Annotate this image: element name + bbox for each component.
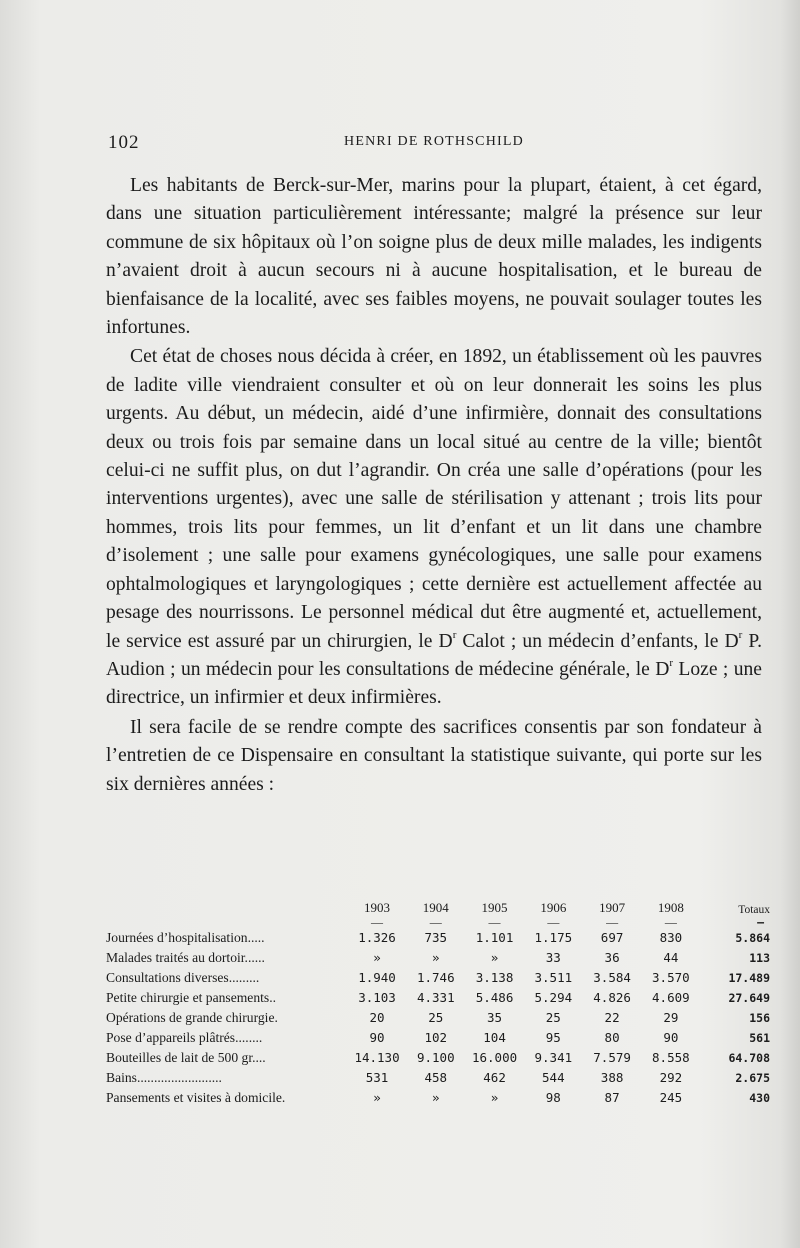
paragraph-2-part-4: Loze ; une directrice, un infirmier et deux infirmières. xyxy=(106,658,763,709)
year-header: 1908 xyxy=(657,900,684,915)
table-row xyxy=(106,1088,770,1108)
value-cell: 44 xyxy=(663,950,679,965)
total-cell: 5.864 xyxy=(735,931,770,945)
value-cell: 830 xyxy=(659,930,683,945)
value-cell: » xyxy=(432,950,440,965)
value-cell: 36 xyxy=(604,950,620,965)
value-cell: 7.579 xyxy=(593,1050,631,1065)
dash: — xyxy=(547,915,560,929)
running-title: HENRI DE ROTHSCHILD xyxy=(344,134,524,149)
table-body xyxy=(106,928,770,1108)
paragraph-2-part-1: Cet état de choses nous décida à créer, en 1892, un établissement où les pauvres de ladite ville viendraient consulter et où on leur donnerait les soins les plus urgents. Au début, un médecin, aidé d’une infirmière, donnait des consultations deux ou trois fois par semaine dans un local situé au centre de la ville; bientôt celui-ci ne suffit plus, on dut l’agrandir. On créa une salle d’opérations (pour les interventions urgentes), avec une salle de stérilisation y attenant ; trois lits pour hommes, trois lits pour femmes, un lit d’enfant et un lit dans une chambre d’isolement ; une salle pour examens gynécologiques, une salle pour examens ophtalmologiques et laryngologiques ; cette dernière est actuellement affectée au pesage des nourrissons. Le personnel médical dut être augmenté et, actuellement, le service est assuré par un chirurgien, le D xyxy=(106,346,762,652)
dash: — xyxy=(429,915,442,929)
value-cell: 3.511 xyxy=(534,970,573,985)
value-cell: 245 xyxy=(659,1090,683,1105)
table-row xyxy=(106,1028,770,1048)
total-header: Totaux xyxy=(738,904,770,916)
value-cell: 4.826 xyxy=(593,990,631,1005)
value-cell: 9.341 xyxy=(534,1050,573,1065)
row-label: Opérations de grande chirurgie. xyxy=(106,1010,278,1025)
value-cell: 102 xyxy=(424,1030,448,1045)
value-cell: 4.331 xyxy=(416,990,455,1005)
value-cell: 697 xyxy=(600,930,624,945)
value-cell: 87 xyxy=(604,1090,620,1105)
value-cell: 25 xyxy=(428,1010,444,1025)
value-cell: 33 xyxy=(545,950,561,965)
value-cell: 98 xyxy=(545,1090,561,1105)
superscript: r xyxy=(669,656,674,669)
table-row xyxy=(106,988,770,1008)
row-label: Pose d’appareils plâtrés........ xyxy=(106,1030,263,1045)
superscript: r xyxy=(452,628,457,641)
value-cell: 8.558 xyxy=(652,1050,690,1065)
value-cell: 5.294 xyxy=(534,990,573,1005)
value-cell: 1.175 xyxy=(534,930,573,945)
value-cell: 25 xyxy=(545,1010,561,1025)
paragraph-3: Il sera facile de se rendre compte des sacrifices consentis par son fondateur à l’entretien de ce Dispensaire en consultant la statistique suivante, qui porte sur les six dernières années : xyxy=(106,716,762,795)
statistics-table xyxy=(106,898,770,1108)
value-cell: » xyxy=(490,950,499,965)
value-cell: 3.138 xyxy=(475,970,514,985)
page-number: 102 xyxy=(108,132,140,153)
value-cell: 1.101 xyxy=(475,930,514,945)
row-label: Journées d’hospitalisation..... xyxy=(106,930,265,945)
value-cell: 4.609 xyxy=(652,990,690,1005)
value-cell: 1.746 xyxy=(416,970,455,985)
value-cell: » xyxy=(490,1090,499,1105)
value-cell: 14.130 xyxy=(354,1050,400,1065)
row-label: Malades traités au dortoir...... xyxy=(106,950,265,965)
value-cell: 29 xyxy=(663,1010,679,1025)
body-text xyxy=(106,172,762,799)
value-cell: 1.940 xyxy=(358,970,396,985)
value-cell: 16.000 xyxy=(471,1050,518,1065)
year-header: 1906 xyxy=(540,900,567,915)
row-label: Bouteilles de lait de 500 gr.... xyxy=(106,1050,266,1065)
value-cell: 80 xyxy=(604,1030,620,1045)
value-cell: 3.584 xyxy=(593,970,631,985)
table-row xyxy=(106,968,770,988)
table-row xyxy=(106,928,770,948)
dash: — xyxy=(606,915,619,929)
total-cell: 27.649 xyxy=(728,991,770,1005)
value-cell: 20 xyxy=(369,1010,385,1025)
value-cell: 90 xyxy=(663,1030,679,1045)
year-header: 1905 xyxy=(481,900,508,915)
superscript: r xyxy=(738,628,743,641)
dash-empty xyxy=(106,916,348,928)
table-row xyxy=(106,1008,770,1028)
total-cell: 17.489 xyxy=(728,971,770,985)
value-cell: 95 xyxy=(545,1030,561,1045)
row-label: Petite chirurgie et pansements.. xyxy=(106,990,277,1005)
value-cell: 458 xyxy=(424,1070,448,1085)
total-cell: 156 xyxy=(749,1011,770,1025)
dash: — xyxy=(757,915,764,929)
table-header-row xyxy=(106,898,770,916)
value-cell: 3.103 xyxy=(358,990,396,1005)
total-cell: 430 xyxy=(749,1091,770,1105)
value-cell: 1.326 xyxy=(358,930,396,945)
header-label-cell xyxy=(106,898,348,916)
paragraph-1: Les habitants de Berck-sur-Mer, marins pour la plupart, étaient, à cet égard, dans une situation particulièrement intéressante; malgré la présence sur leur commune de six hôpitaux où l’on soigne plus de deux mille malades, les indigents n’avaient droit à aucun secours ni à aucune hospitalisation, et le bureau de bienfaisance de la localité, avec ses faibles moyens, ne pouvait soulager toutes les infortunes. xyxy=(106,175,762,339)
value-cell: » xyxy=(373,950,381,965)
year-header: 1907 xyxy=(599,900,626,915)
total-cell: 2.675 xyxy=(735,1071,770,1085)
value-cell: 104 xyxy=(483,1030,506,1045)
value-cell: 388 xyxy=(600,1070,624,1085)
row-label: Pansements et visites à domicile. xyxy=(106,1090,286,1105)
value-cell: » xyxy=(432,1090,440,1105)
value-cell: 531 xyxy=(365,1070,389,1085)
value-cell: 544 xyxy=(542,1070,565,1085)
total-cell: 113 xyxy=(749,951,770,965)
dash-row xyxy=(106,916,770,928)
total-cell: 64.708 xyxy=(728,1051,770,1065)
year-header: 1903 xyxy=(364,900,391,915)
value-cell: 22 xyxy=(604,1010,620,1025)
table-row xyxy=(106,1048,770,1068)
value-cell: 90 xyxy=(369,1030,385,1045)
table-row xyxy=(106,948,770,968)
paragraph-2-part-3: P. Audion ; un médecin pour les consultations de médecine générale, le D xyxy=(106,630,762,680)
value-cell: 5.486 xyxy=(475,990,514,1005)
value-cell: 735 xyxy=(424,930,448,945)
value-cell: 292 xyxy=(659,1070,683,1085)
value-cell: 3.570 xyxy=(652,970,690,985)
year-header: 1904 xyxy=(422,900,449,915)
row-label: Consultations diverses......... xyxy=(106,970,260,985)
value-cell: 462 xyxy=(483,1070,506,1085)
running-head xyxy=(108,132,760,156)
table-row xyxy=(106,1068,770,1088)
total-cell: 561 xyxy=(749,1031,770,1045)
value-cell: 35 xyxy=(487,1010,503,1025)
value-cell: » xyxy=(373,1090,381,1105)
paragraph-2-part-2: Calot ; un médecin d’enfants, le D xyxy=(456,630,739,652)
dash: — xyxy=(488,915,501,929)
dash: — xyxy=(371,915,384,929)
paragraph-2 xyxy=(106,343,762,712)
row-label: Bains......................... xyxy=(106,1070,222,1085)
value-cell: 9.100 xyxy=(416,1050,455,1065)
dash: — xyxy=(664,915,677,929)
